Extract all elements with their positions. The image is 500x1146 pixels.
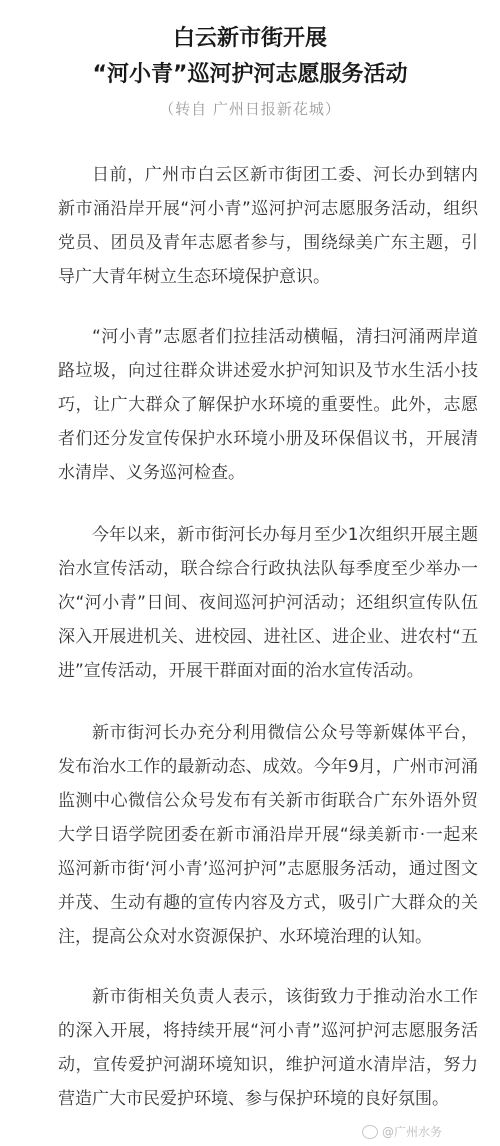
article-source: （转自 广州日报新花城） bbox=[159, 100, 341, 118]
article-title-line2: “河小青”巡河护河志愿服务活动 bbox=[92, 62, 408, 87]
article-title-line1: 白云新市街开展 bbox=[172, 26, 327, 51]
paragraph-3: 今年以来，新市街河长办每月至少1次组织开展主题治水宣传活动，联合综合行政执法队每季度至少举办一次“河小青”日间、夜间巡河护河活动；还组织宣传队伍深入开展进机关、进校园、进社区、进企业、进农村“五进”宣传活动，开展干群面对面的治水宣传活动。 bbox=[58, 525, 478, 681]
paragraph-5: 新市街相关负责人表示，该街致力于推动治水工作的深入开展，将持续开展“河小青”巡河护河志愿服务活动，宣传爱护河湖环境知识，维护河道水清岸洁，努力营造广大市民爱护环境、参与保护环境的良好氛围。 bbox=[58, 987, 478, 1109]
paragraph-4: 新市街河长办充分利用微信公众号等新媒体平台，发布治水工作的最新动态、成效。今年9月，广州市河涌监测中心微信公众号发布有关新市街联合广东外语外贸大学日语学院团委在新市涌沿岸开展“绿美新市·一起来巡河新市街‘河小青’巡河护河”志愿服务活动，通过图文并茂、生动有趣的宣传内容及方式，吸引广大群众的关注，提高公众对水资源保护、水环境治理的认知。 bbox=[58, 723, 478, 947]
paragraph-1: 日前，广州市白云区新市街团工委、河长办到辖内新市涌沿岸开展“河小青”巡河护河志愿服务活动，组织党员、团员及青年志愿者参与，围绕绿美广东主题，引导广大青年树立生态环境保护意识。 bbox=[58, 165, 478, 287]
watermark-text: @广州水务 bbox=[381, 1125, 442, 1139]
weibo-icon bbox=[362, 1125, 378, 1139]
watermark bbox=[362, 1123, 442, 1140]
paragraph-2: “河小青”志愿者们拉挂活动横幅，清扫河涌两岸道路垃圾，向过往群众讲述爱水护河知识及节水生活小技巧，让广大群众了解保护水环境的重要性。此外，志愿者们还分发宣传保护水环境小册及环保倡议书，开展清水清岸、义务巡河检查。 bbox=[58, 327, 478, 483]
